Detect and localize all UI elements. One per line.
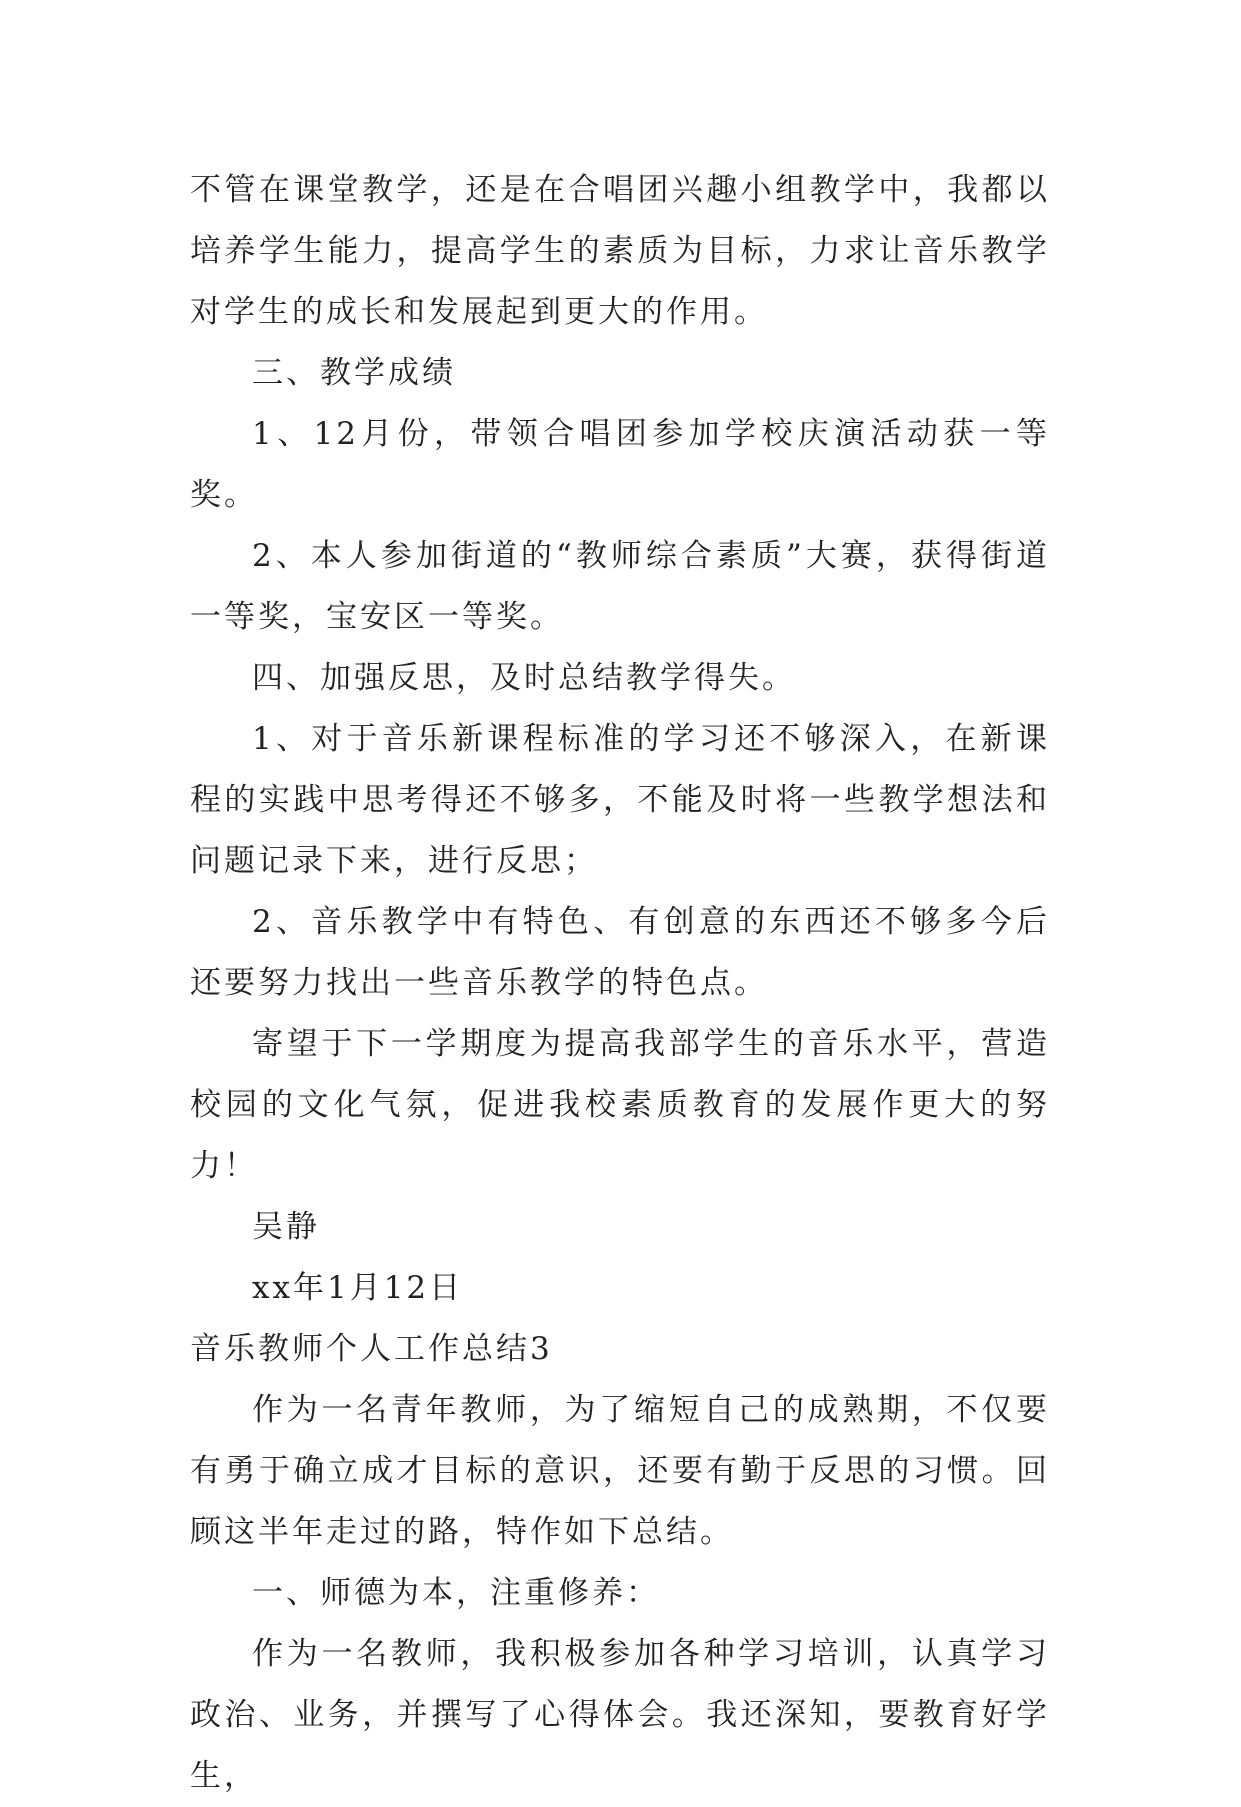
signature-name: 吴静 (252, 1209, 320, 1245)
paragraph-result-2: 2、本人参加街道的“教师综合素质”大赛，获得街道一等奖，宝安区一等奖。 (190, 538, 1050, 635)
heading-ethics: 一、师德为本，注重修养： (252, 1575, 660, 1611)
heading-teaching-results: 三、教学成绩 (252, 355, 456, 391)
document-body (190, 160, 1050, 1807)
paragraph-intro: 不管在课堂教学，还是在合唱团兴趣小组教学中，我都以培养学生能力，提高学生的素质为目标，力求让音乐教学对学生的成长和发展起到更大的作用。 (190, 172, 1050, 330)
paragraph-young-teacher: 作为一名青年教师，为了缩短自己的成熟期，不仅要有勇于确立成才目标的意识，还要有勤于反思的习惯。回顾这半年走过的路，特作如下总结。 (190, 1392, 1050, 1550)
paragraph-closing: 寄望于下一学期度为提高我部学生的音乐水平，营造校园的文化气氛，促进我校素质教育的发展作更大的努力！ (190, 1026, 1050, 1184)
heading-reflection: 四、加强反思，及时总结教学得失。 (252, 660, 796, 696)
paragraph-reflection-1: 1、对于音乐新课程标准的学习还不够深入，在新课程的实践中思考得还不够多，不能及时将一些教学想法和问题记录下来，进行反思； (190, 721, 1050, 879)
paragraph-reflection-2: 2、音乐教学中有特色、有创意的东西还不够多今后还要努力找出一些音乐教学的特色点。 (190, 904, 1050, 1001)
paragraph-result-1: 1、12月份，带领合唱团参加学校庆演活动获一等奖。 (190, 416, 1050, 513)
paragraph-ethics: 作为一名教师，我积极参加各种学习培训，认真学习政治、业务，并撰写了心得体会。我还深知，要教育好学生， (190, 1636, 1050, 1794)
signature-date: xx年1月12日 (252, 1270, 464, 1306)
section-title: 音乐教师个人工作总结3 (190, 1331, 553, 1367)
